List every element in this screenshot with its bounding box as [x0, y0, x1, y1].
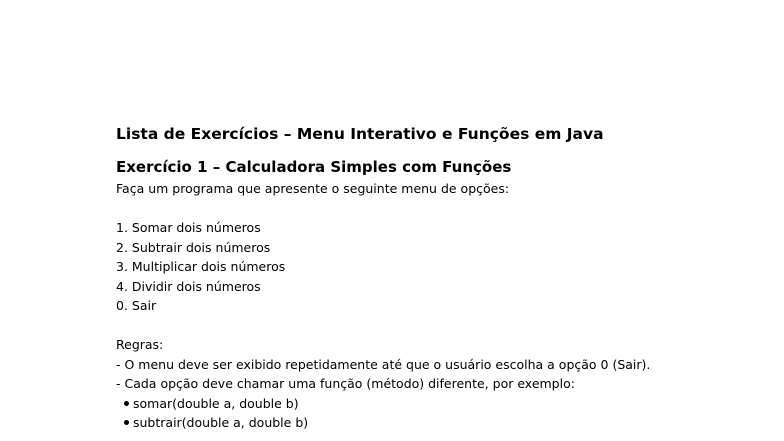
menu-option: 2. Subtrair dois números [116, 239, 271, 255]
menu-option: 4. Dividir dois números [116, 278, 261, 294]
example-function-item [116, 413, 756, 433]
exercise-title: Exercício 1 – Calculadora Simples com Funções [116, 158, 512, 176]
document-title: Lista de Exercícios – Menu Interativo e Funções em Java [116, 125, 604, 143]
bullet-icon [124, 420, 129, 425]
rules-section [116, 335, 756, 433]
example-function-text: somar(double a, double b) [133, 395, 299, 411]
example-function-item [116, 394, 756, 414]
example-function-text: subtrair(double a, double b) [133, 415, 309, 430]
menu-option: 3. Multiplicar dois números [116, 259, 286, 274]
exercise-intro: Faça um programa que apresente o seguinte menu de opções: [116, 181, 510, 196]
document-content [116, 123, 756, 433]
menu-option: 0. Sair [116, 298, 157, 313]
rules-heading: Regras: [116, 337, 164, 352]
menu-option: 1. Somar dois números [116, 220, 261, 235]
menu-options-list [116, 218, 756, 316]
bullet-icon [124, 401, 129, 406]
rule-line: - O menu deve ser exibido repetidamente até que o usuário escolha a opção 0 (Sair). [116, 356, 651, 372]
example-functions-list [116, 394, 756, 433]
rule-line: - Cada opção deve chamar uma função (método) diferente, por exemplo: [116, 376, 575, 391]
